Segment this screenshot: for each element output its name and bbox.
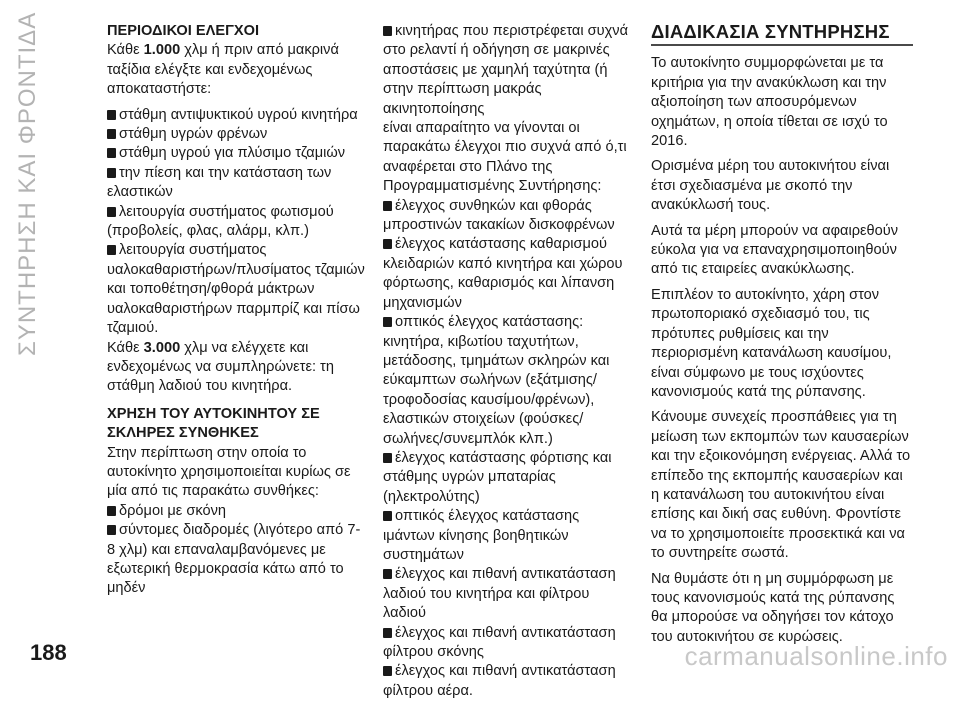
checkbox-icon <box>383 201 392 211</box>
section-side-title: ΣΥΝΤΗΡΗΣΗ ΚΑΙ ΦΡΟΝΤΙΔΑ <box>14 11 41 356</box>
list-item: σύντομες διαδρομές (λιγότερο από 7-8 χλμ) και επαναλαμβανόμενες με εξωτερική θερμοκρασία κάτω από το μηδέν <box>107 522 361 597</box>
checkbox-icon <box>383 239 392 249</box>
heading-maintenance-procedure: ΔΙΑΔΙΚΑΣΙΑ ΣΥΝΤΗΡΗΣΗΣ <box>651 22 913 46</box>
list-item: δρόμοι με σκόνη <box>107 502 367 521</box>
severe-intro-paragraph: είναι απαραίτητο να γίνονται οι παρακάτω έλεγχοι πιο συχνά από ό,τι αναφέρεται στο Πλάνο της Προγραμματισμένης Συντήρησης: <box>383 120 627 195</box>
checkbox-icon <box>107 245 116 255</box>
checkbox-icon <box>383 666 392 676</box>
list-item: την πίεση και την κατάσταση των ελαστικών <box>107 164 332 201</box>
checkbox-icon <box>383 569 392 579</box>
checkbox-icon <box>107 129 116 139</box>
oil-check-paragraph: Κάθε 3.000 χλμ να ελέγχετε και ενδεχομένως να συμπληρώνετε: τη στάθμη λαδιού του κινητήρα. <box>107 339 334 395</box>
column-maintenance-procedure <box>651 22 913 653</box>
checkbox-icon <box>107 207 116 217</box>
list-item: λειτουργία συστήματος υαλοκαθαριστήρων/πλυσίματος τζαμιών και τοποθέτηση/φθορά μάκτρων υαλοκαθαριστήρων παρμπρίζ και πίσω τζαμιού. <box>107 242 365 337</box>
list-item: στάθμη υγρού για πλύσιμο τζαμιών <box>107 144 367 163</box>
usage-paragraph: Στην περίπτωση στην οποία το αυτοκίνητο χρησιμοποιείται κυρίως σε μία από τις παρακάτω συνθήκες: <box>107 444 351 500</box>
list-item: οπτικός έλεγχος κατάστασης: κινητήρα, κιβωτίου ταχυτήτων, μετάδοσης, τμημάτων σκληρών και εύκαμπτων σωλήνων (εξάτμισης/τροφοδοσίας καυσίμου/φρένων), ελαστικών στοιχείων (φούσκες/σωλήνες/συνεμπλόκ κλπ.) <box>383 314 610 447</box>
checkbox-icon <box>383 453 392 463</box>
list-item: στάθμη αντιψυκτικού υγρού κινητήρα <box>107 106 367 125</box>
checkbox-icon <box>107 110 116 120</box>
intro-paragraph: Κάθε 1.000 χλμ ή πριν από μακρινά ταξίδια ελέγξτε και ενδεχομένως αποκαταστήστε: <box>107 42 339 98</box>
periodic-check-list <box>107 106 367 339</box>
paragraph: Ορισμένα μέρη του αυτοκινήτου είναι έτσι σχεδιασμένα με σκοπό την ανακύκλωσή τους. <box>651 158 890 214</box>
list-item: έλεγχος κατάστασης φόρτισης και στάθμης υγρών μπαταρίας (ηλεκτρολύτης) <box>383 449 612 505</box>
paragraph: Αυτά τα μέρη μπορούν να αφαιρεθούν εύκολα για να επαναχρησιμοποιηθούν από τις εταιρείες ανακύκλωσης. <box>651 222 899 278</box>
heading-severe-conditions: ΧΡΗΣΗ ΤΟΥ ΑΥΤΟΚΙΝΗΤΟΥ ΣΕ ΣΚΛΗΡΕΣ ΣΥΝΘΗΚΕΣ <box>107 405 320 442</box>
list-item: έλεγχος και πιθανή αντικατάσταση φίλτρου αέρα. <box>383 663 616 699</box>
checkbox-icon <box>383 317 392 327</box>
list-item: κινητήρας που περιστρέφεται συχνά στο ρελαντί ή οδήγηση σε μακρινές αποστάσεις με χαμηλή ταχύτητα (ή στην περίπτωση μακράς ακινητοποίησης <box>383 23 629 117</box>
checkbox-icon <box>383 628 392 638</box>
list-item: στάθμη υγρών φρένων <box>107 125 367 144</box>
paragraph: Το αυτοκίνητο συμμορφώνεται με τα κριτήρια για την ανακύκλωση και την αξιοποίηση των αποσυρόμενων οχημάτων, η οποία τίθεται σε ισχύ το 2016. <box>651 55 888 150</box>
list-item: έλεγχος κατάστασης καθαρισμού κλειδαριών καπό κινητήρα και χώρου φόρτωσης, καθαρισμός και λίπανση μηχανισμών <box>383 236 623 311</box>
list-item: έλεγχος συνθηκών και φθοράς μπροστινών τακακίων δισκοφρένων <box>383 197 615 234</box>
column-severe-checks <box>383 22 633 701</box>
paragraph: Να θυμάστε ότι η μη συμμόρφωση με τους κανονισμούς κατά της ρύπανσης θα μπορούσε να οδηγήσει τον κάτοχο του αυτοκινήτου σε κυρώσεις. <box>651 570 895 645</box>
list-item: οπτικός έλεγχος κατάστασης ιμάντων κίνησης βοηθητικών συστημάτων <box>383 508 580 563</box>
watermark-text: carmanualsonline.info <box>684 641 948 671</box>
checkbox-icon <box>107 168 116 178</box>
list-item: έλεγχος και πιθανή αντικατάσταση φίλτρου σκόνης <box>383 624 616 660</box>
list-item: έλεγχος και πιθανή αντικατάσταση λαδιού του κινητήρα και φίλτρου λαδιού <box>383 566 616 622</box>
paragraph: Επιπλέον το αυτοκίνητο, χάρη στον πρωτοποριακό σχεδιασμό του, τις πρότυπες ρυθμίσεις και την περιορισμένη κατανάλωση καυσίμου, είναι σύμφωνο με τους ισχύοντες κανονισμούς κατά της ρύπανσης. <box>651 286 892 400</box>
heading-periodic-checks: ΠΕΡΙΟΔΙΚΟΙ ΕΛΕΓΧΟΙ <box>107 23 260 39</box>
checkbox-icon <box>383 511 392 521</box>
list-item: λειτουργία συστήματος φωτισμού (προβολείς, φλας, αλάρμ, κλπ.) <box>107 203 334 240</box>
checkbox-icon <box>383 26 392 36</box>
intro-value: 1.000 <box>143 42 181 59</box>
checkbox-icon <box>107 148 116 158</box>
paragraph: Κάνουμε συνεχείς προσπάθειες για τη μείωση των εκπομπών των καυσαερίων και την εξοικονόμηση ενέργειας. Αλλά το επίπεδο της εκπομπής καυσαερίων και η κατανάλωση του αυτοκινήτου είναι επίσης και δική σας ευθύνη. Φροντίστε να το χρησιμοποιείτε προσεκτικά και να το συντηρείτε σωστά. <box>651 409 911 562</box>
page-number: 188 <box>30 640 67 665</box>
oil-check-value: 3.000 <box>143 339 181 356</box>
checkbox-icon <box>107 506 116 516</box>
column-periodic-checks <box>107 22 367 599</box>
checkbox-icon <box>107 525 116 535</box>
